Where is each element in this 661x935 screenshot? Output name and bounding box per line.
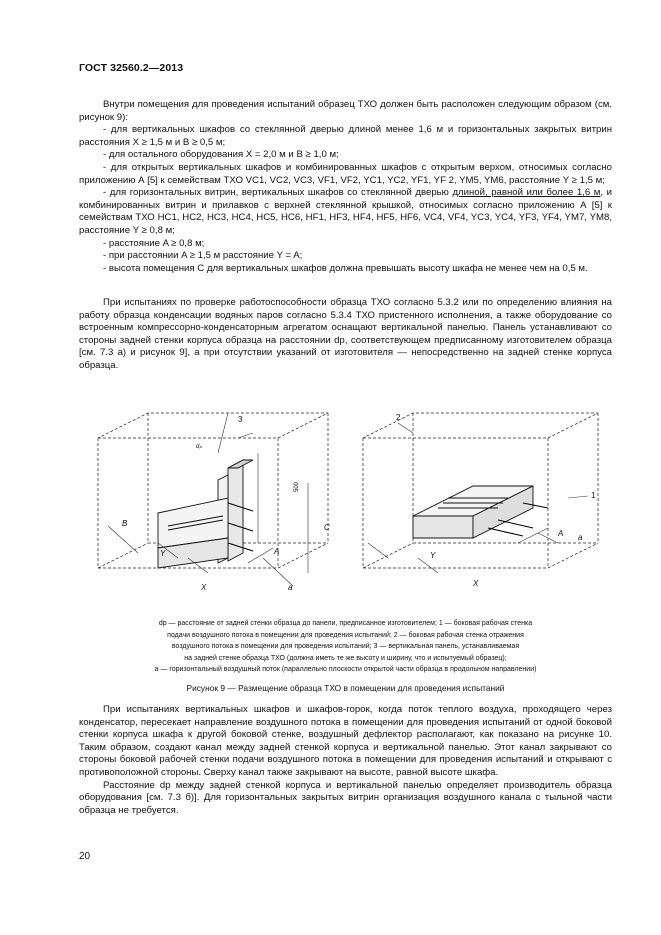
list-item-text: , и комбинированных витрин и прилавков с верхней стеклянной крышкой, относимых согласно приложению А [5] к семействам ТХО HC1, HC2, HC3, HC4, HC5, HC6, HF1, HF3, HF4, HF5, HF6, VC4, VF4, YC3, YC4, YF3, YF4, YM7, YM8, расстояние Y ≥ 0,8 м;	[79, 187, 612, 236]
page-number: 20	[79, 851, 91, 862]
label-A: A	[274, 547, 280, 556]
label-3: 3	[238, 415, 243, 424]
paragraph: Расстояние dp между задней стенкой корпуса и вертикальной панелью определяет производитель образца оборудования [см. 7.3 б)]. Для горизонтальных закрытых витрин организация воздушного канала с тыльной части образца не требуется.	[79, 779, 612, 816]
label-X-right: X	[473, 579, 479, 588]
document-header: ГОСТ 32560.2—2013	[79, 62, 184, 74]
horizontal-display-case	[413, 486, 533, 538]
list-item: - высота помещения C для вертикальных шкафов должна превышать высоту шкафа не менее чем на 0,5 м.	[103, 262, 588, 274]
label-X: X	[201, 583, 207, 592]
label-2: 2	[396, 413, 401, 422]
list-item: - для остального оборудования X = 2,0 м и B ≥ 1,0 м;	[103, 149, 339, 161]
paragraph: Внутри помещения для проведения испытаний образец ТХО должен быть расположен следующим образом (см. рисунок 9):	[79, 99, 612, 123]
figure-title: Рисунок 9 — Размещение образца ТХО в помещении для проведения испытаний	[186, 683, 505, 693]
legend-line: dp — расстояние от задней стенки образца до панели, предписанное изготовителем; 1 — боковая рабочая стенка	[158, 620, 533, 627]
label-1: 1	[591, 491, 596, 500]
label-a: a	[288, 583, 293, 592]
legend-line: a — горизонтальный воздушный поток (параллельно плоскости открытой части образца в продольном направлении)	[154, 666, 537, 674]
label-A-right: A	[558, 529, 564, 538]
list-item	[79, 187, 612, 237]
figure-legend	[79, 618, 612, 676]
figure-9-diagram	[78, 408, 618, 618]
label-500: 500	[294, 481, 300, 492]
label-C: C	[324, 523, 330, 532]
paragraph: При испытаниях по проверке работоспособности образца ТХО согласно 5.3.2 или по определению влияния на работу образца конденсации водяных паров согласно 5.3.4 ТХО пристенного исполнения, а также оборудование со встроенным компрессорно-конденсаторным агрегатом оснащают вертикальной панелью. Панель устанавливают со стороны задней стенки корпуса образца на расстоянии dp, соответствующем предписанному изготовителем образца [см. 7.3 а) и рисунок 9], а при отсутствии указаний от изготовителя — непосредственно на задней стенке корпуса образца.	[79, 297, 612, 371]
deflector-requirements	[79, 704, 612, 817]
legend-line: подачи воздушного потока в помещении для проведения испытаний; 2 — боковая рабочая стенка отражения	[167, 631, 524, 639]
list-item-text: - для горизонтальных витрин, вертикальных шкафов со стеклянной дверью	[103, 187, 453, 199]
list-item: - при расстоянии A ≥ 1,5 м расстояние Y = A;	[103, 250, 303, 262]
panel-requirements	[79, 297, 612, 373]
list-item: - для вертикальных шкафов со стеклянной дверью длиной менее 1,6 м и горизонтальных закрытых витрин расстояния X ≥ 1,5 м и B ≥ 0,5 м;	[79, 124, 612, 148]
paragraph: При испытаниях вертикальных шкафов и шкафов-горок, когда поток теплого воздуха, проходящего через конденсатор, пересекает направление воздушного потока в помещении для проведения испытаний от одной боковой стенки корпуса шкафа к другой боковой стенке, воздушный дефлектор располагают, как показано на рисунке 10. Таким образом, создают канал между задней стенкой корпуса и вертикальной панелью. Этот канал закрывают со стороны боковой рабочей стенки подачи воздушного потока в помещении для проведения испытаний и открывают с противоположной стороны. Сверху канал также закрывают на высоте, равной высоте шкафа.	[79, 704, 612, 778]
label-Y-right: Y	[430, 551, 436, 560]
vertical-cabinet	[158, 460, 253, 568]
label-Y: Y	[160, 549, 166, 558]
placement-requirements	[79, 99, 612, 275]
legend-line: воздушного потока в помещении для проведения испытаний; 3 — вертикальная панель, устанавливаемая	[171, 643, 520, 651]
label-a-right: a	[578, 533, 583, 542]
label-dp: dₚ	[196, 444, 202, 450]
label-B: B	[122, 519, 128, 528]
underlined-text: длиной, равной или более 1,6 м	[452, 187, 601, 199]
legend-line: на задней стенке образца ТХО (должна иметь те же высоту и ширину, что и испытуемый образец);	[184, 654, 507, 662]
list-item: - расстояние A ≥ 0,8 м;	[103, 237, 205, 249]
list-item: - для открытых вертикальных шкафов и комбинированных шкафов с открытым верхом, относимых согласно приложению А [5] к семействам ТХО VC1, VC2, VC3, VF1, VF2, YC1, YC2, YF1, YF 2, YM5, YM6, расстояние Y ≥ 1,5 м;	[79, 161, 612, 186]
